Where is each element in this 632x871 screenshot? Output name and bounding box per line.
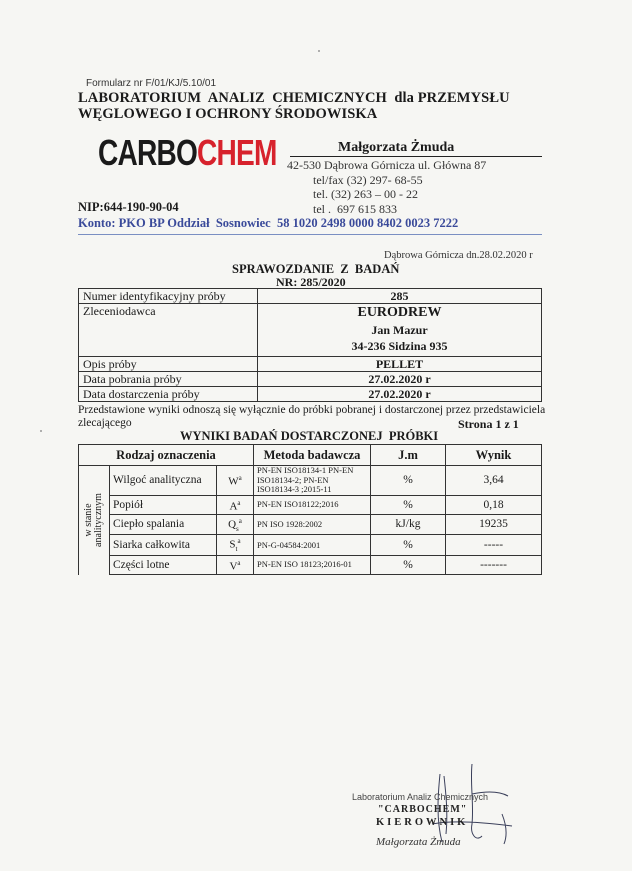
row-method: PN-EN ISO18122;2016 xyxy=(254,495,371,514)
tel: tel. (32) 263 – 00 - 22 xyxy=(313,187,418,201)
owner-underline xyxy=(290,156,542,157)
row-name: Popiół xyxy=(110,495,217,514)
bank-account: Konto: PKO BP Oddział Sosnowiec 58 1020 2498 0000 8402 0023 7222 xyxy=(78,216,459,230)
logo-carbo: CARBO xyxy=(98,132,198,173)
row-symbol xyxy=(217,495,254,514)
row-method: PN-EN ISO18134-1 PN-EN ISO18134-2; PN-EN ISO18134-3 ;2015-11 xyxy=(254,466,371,496)
sample-id-value: 285 xyxy=(258,289,542,304)
sample-info-table xyxy=(78,288,542,402)
symbol-letter: S xyxy=(229,539,236,551)
client-person: Jan Mazur xyxy=(371,323,428,337)
row-result: 19235 xyxy=(446,514,542,535)
form-number: Formularz nr F/01/KJ/5.10/01 xyxy=(86,78,217,89)
symbol-sub: s xyxy=(236,524,239,533)
description-value: PELLET xyxy=(258,357,542,372)
description-label: Opis próby xyxy=(79,357,258,372)
row-method: PN ISO 1928:2002 xyxy=(254,514,371,535)
row-unit: % xyxy=(371,466,446,496)
row-unit: % xyxy=(371,556,446,575)
owner-name: Małgorzata Żmuda xyxy=(338,140,455,155)
row-method: PN-EN ISO 18123;2016-01 xyxy=(254,556,371,575)
report-number: NR: 285/2020 xyxy=(276,275,346,289)
table-row xyxy=(79,556,542,575)
header-method: Metoda badawcza xyxy=(254,445,371,466)
header-result: Wynik xyxy=(446,445,542,466)
symbol-sup: a xyxy=(238,474,242,483)
delivery-date-row xyxy=(79,387,542,402)
row-unit: % xyxy=(371,495,446,514)
stamp-line3: KIEROWNIK xyxy=(376,817,469,828)
client-address: 34-236 Sidzina 935 xyxy=(351,339,448,353)
lab-title-line1: LABORATORIUM ANALIZ CHEMICZNYCH dla PRZEMYSŁU xyxy=(78,90,510,106)
client-details xyxy=(258,304,542,357)
page-number: Strona 1 z 1 xyxy=(458,417,519,431)
client-name: EURODREW xyxy=(357,305,442,320)
row-symbol xyxy=(217,514,254,535)
table-row xyxy=(79,535,542,556)
symbol-letter: A xyxy=(229,500,238,513)
row-method: PN-G-04584:2001 xyxy=(254,535,371,556)
carbochem-logo xyxy=(98,132,277,174)
stamp-line1: Laboratorium Analiz Chemicznych xyxy=(352,792,489,802)
lab-title xyxy=(78,90,548,122)
address: 42-530 Dąbrowa Górnicza ul. Główna 87 xyxy=(287,158,487,172)
symbol-letter: Q xyxy=(228,518,237,531)
nip: NIP:644-190-90-04 xyxy=(78,200,179,214)
state-label-line2: analitycznym xyxy=(93,493,104,548)
symbol-sup: a xyxy=(238,516,242,525)
mobile: tel . 697 615 833 xyxy=(313,201,397,216)
tel-fax: tel/fax (32) 297- 68-55 xyxy=(313,172,423,187)
sample-id-label: Numer identyfikacyjny próby xyxy=(79,289,258,304)
table-row xyxy=(79,514,542,535)
results-table xyxy=(78,444,542,575)
symbol-sup: a xyxy=(237,498,241,507)
row-result: ----- xyxy=(446,535,542,556)
state-label xyxy=(84,493,104,547)
sampling-date-row xyxy=(79,372,542,387)
state-label-cell xyxy=(79,466,110,575)
row-result: 3,64 xyxy=(446,466,542,496)
state-label-line1: w stanie xyxy=(83,503,94,537)
row-unit: kJ/kg xyxy=(371,514,446,535)
row-name: Części lotne xyxy=(110,556,217,575)
scan-speck xyxy=(40,430,42,432)
lab-stamp xyxy=(352,786,532,856)
row-result: ------- xyxy=(446,556,542,575)
results-note: Przedstawione wyniki odnoszą się wyłącznie do próbki pobranej i dostarczonej przez przedstawiciela zlecającego xyxy=(78,404,546,429)
lab-title-line2: WĘGLOWEGO I OCHRONY ŚRODOWISKA xyxy=(78,106,378,122)
table-row xyxy=(79,495,542,514)
symbol-sub: t xyxy=(235,545,238,554)
sample-id-row xyxy=(79,289,542,304)
stamp-line4: Małgorzata Żmuda xyxy=(376,836,461,848)
header-divider xyxy=(78,234,542,235)
logo-chem: CHEM xyxy=(197,132,277,173)
row-symbol xyxy=(217,556,254,575)
symbol-letter: V xyxy=(229,561,238,574)
place-date: Dąbrowa Górnicza dn.28.02.2020 r xyxy=(384,250,533,261)
report-title: SPRAWOZDANIE Z BADAŃ xyxy=(232,262,400,276)
row-name: Siarka całkowita xyxy=(110,535,217,556)
table-row xyxy=(79,466,542,496)
scan-speck xyxy=(318,50,320,52)
sampling-date-label: Data pobrania próby xyxy=(79,372,258,387)
row-result: 0,18 xyxy=(446,495,542,514)
delivery-date-value: 27.02.2020 r xyxy=(258,387,542,402)
contact-block xyxy=(287,158,486,216)
row-unit: % xyxy=(371,535,446,556)
description-row xyxy=(79,357,542,372)
stamp-line2: "CARBOCHEM" xyxy=(378,804,468,815)
header-unit: J.m xyxy=(371,445,446,466)
row-name: Ciepło spalania xyxy=(110,514,217,535)
symbol-sup: a xyxy=(237,537,241,546)
sampling-date-value: 27.02.2020 r xyxy=(258,372,542,387)
symbol-letter: W xyxy=(228,476,239,489)
results-title: WYNIKI BADAŃ DOSTARCZONEJ PRÓBKI xyxy=(180,429,439,443)
row-name: Wilgoć analityczna xyxy=(110,466,217,496)
client-label: Zleceniodawca xyxy=(79,304,258,357)
results-header-row xyxy=(79,445,542,466)
row-symbol xyxy=(217,466,254,496)
client-row xyxy=(79,304,542,357)
delivery-date-label: Data dostarczenia próby xyxy=(79,387,258,402)
symbol-sup: a xyxy=(237,559,241,568)
row-symbol xyxy=(217,535,254,556)
header-determination: Rodzaj oznaczenia xyxy=(79,445,254,466)
